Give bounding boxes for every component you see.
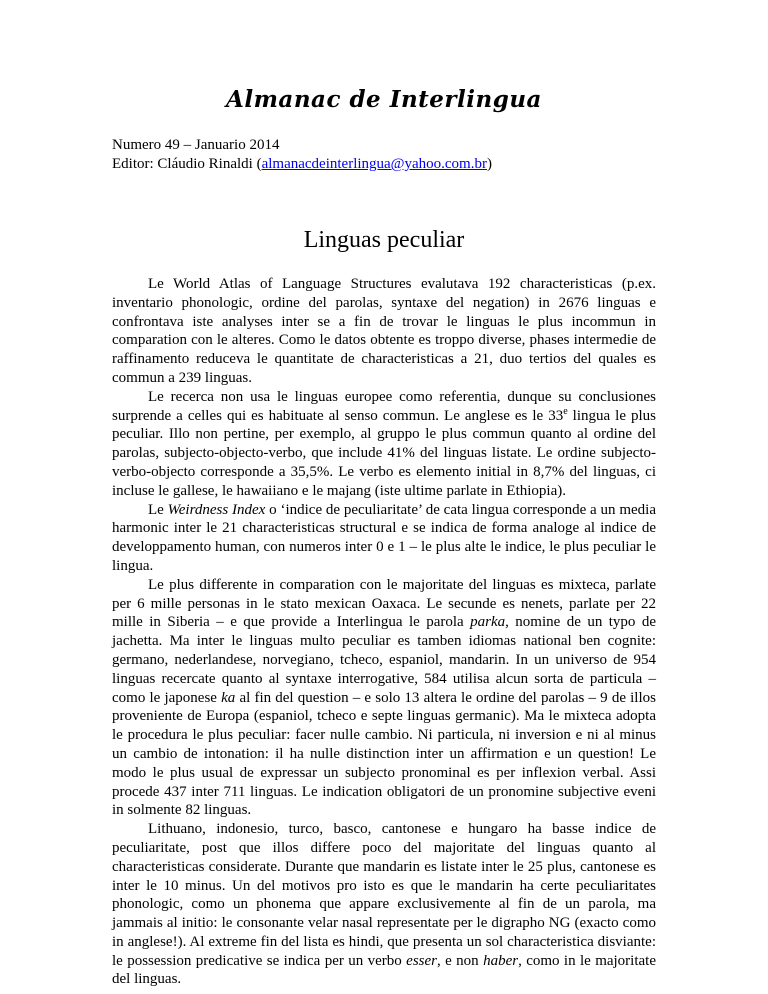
article-body	[112, 275, 656, 989]
text-run: Le plus differente in comparation con le majoritate del linguas es mixteca, parlate per 6 mille personas in le stato mexican Oaxaca. Le secunde es nenets, parlate per 22 mille in Siberia – e que provide a Interlingua le parola	[112, 576, 656, 631]
text-run: Le recerca non usa le linguas europee como referentia, dunque su conclusiones surprende a celles qui es habituate al senso commun. Le anglese es le 33	[112, 388, 656, 424]
text-run: Le	[148, 501, 168, 518]
paragraph: Le World Atlas of Language Structures evalutava 192 characteristicas (p.ex. inventario phonologic, ordine del parolas, syntaxe del negation) in 2676 linguas e confrontava iste analyses inter se a fin de trovar le linguas le plus incommun in comparation con le alteres. Como le datos obtente es troppo diverse, phases intermedie de raffinamento reduceva le quantitate de characteristicas a 21, duo tertios del quales es commun a 239 linguas.	[112, 276, 656, 386]
superscript: e	[563, 405, 568, 417]
emphasis: Weirdness Index	[167, 501, 266, 518]
article-title: Linguas peculiar	[303, 227, 465, 253]
editor-suffix: )	[486, 156, 492, 172]
paragraph	[112, 576, 656, 820]
text-run: o ‘indice de peculiaritate’ de cata lingua corresponde a un media harmonic inter le 21 characteristicas structural e se indica de forma analoge al indice de developpamento human, con numeros inter 0 e 1 – le plus alte le indice, le plus peculiar le lingua.	[112, 501, 656, 574]
text-run: , nomine de un typo de jachetta. Ma inter le linguas multo peculiar es tamben idiomas national ben cognite: germano, nederlandese, norvegiano, tcheco, espaniol, mandarin. In un universo de 954 linguas recercate quanto al syntaxe interrogative, 584 utilisa alcun sorta de particula – como le japonese	[112, 614, 656, 706]
editor-line	[112, 155, 492, 174]
emphasis: parka	[470, 614, 506, 631]
issue-info	[112, 136, 492, 174]
issue-number: Numero 49 – Januario 2014	[112, 137, 280, 153]
paragraph	[112, 388, 656, 501]
masthead-title: Almanac de Interlingua	[226, 86, 542, 113]
paragraph	[112, 501, 656, 576]
text-run: lingua le plus peculiar. Illo non pertine, per exemplo, al gruppo le plus commun quanto al ordine del parolas, subjecto-objecto-verbo, que include 41% del linguas listate. Le ordine subjecto-verbo-objecto corresponde a 35,5%. Le verbo es elemento initial in 8,7% del linguas, ci incluse le gallese, le hawaiiano e le majang (iste ultime parlate in Ethiopia).	[112, 407, 656, 499]
emphasis: esser	[406, 952, 437, 969]
text-run: , e non	[437, 952, 484, 969]
editor-prefix: Editor: Cláudio Rinaldi (	[112, 156, 262, 172]
text-run: , como in le majoritate del linguas.	[112, 952, 656, 988]
paragraph	[112, 820, 656, 989]
emphasis: haber	[483, 952, 519, 969]
text-run: al fin del question – e solo 13 altera le ordine del parolas – 9 de illos proveniente de Europa (espaniol, tcheco e septe linguas germanic). Ma le mixteca adopta le procedura le plus peculiar: facer nulle cambio. Ni particula, ni inversion e ni al minus un cambio de intonation: il ha nulle distinction inter un affirmation e un question! Le modo le plus usual de expressar un subjecto pronominal es per inflexion verbal. Assi procede 437 inter 711 linguas. Le indication obligatori de un pronomine subjective eveni in solmente 82 linguas.	[112, 689, 656, 819]
emphasis: ka	[221, 689, 236, 706]
text-run: Lithuano, indonesio, turco, basco, cantonese e hungaro ha basse indice de peculiaritate, post que illos differe poco del majoritate del linguas quanto al characteristicas considerate. Durante que mandarin es listate inter le 25 plus, cantonese es inter le 10 minus. Un del motivos pro isto es que le mandarin ha certe peculiaritates phonologic, como un phonema que appare exclusivemente al fin de un parola, ma jammais al initio: le consonante velar nasal representate per le digrapho NG (exacto como in anglese!). Al extreme fin del lista es hindi, que presenta un sol characteristica disviante: le possession predicative se indica per un verbo	[112, 821, 656, 969]
editor-email-link[interactable]: almanacdeinterlingua@yahoo.com.br	[261, 156, 487, 172]
